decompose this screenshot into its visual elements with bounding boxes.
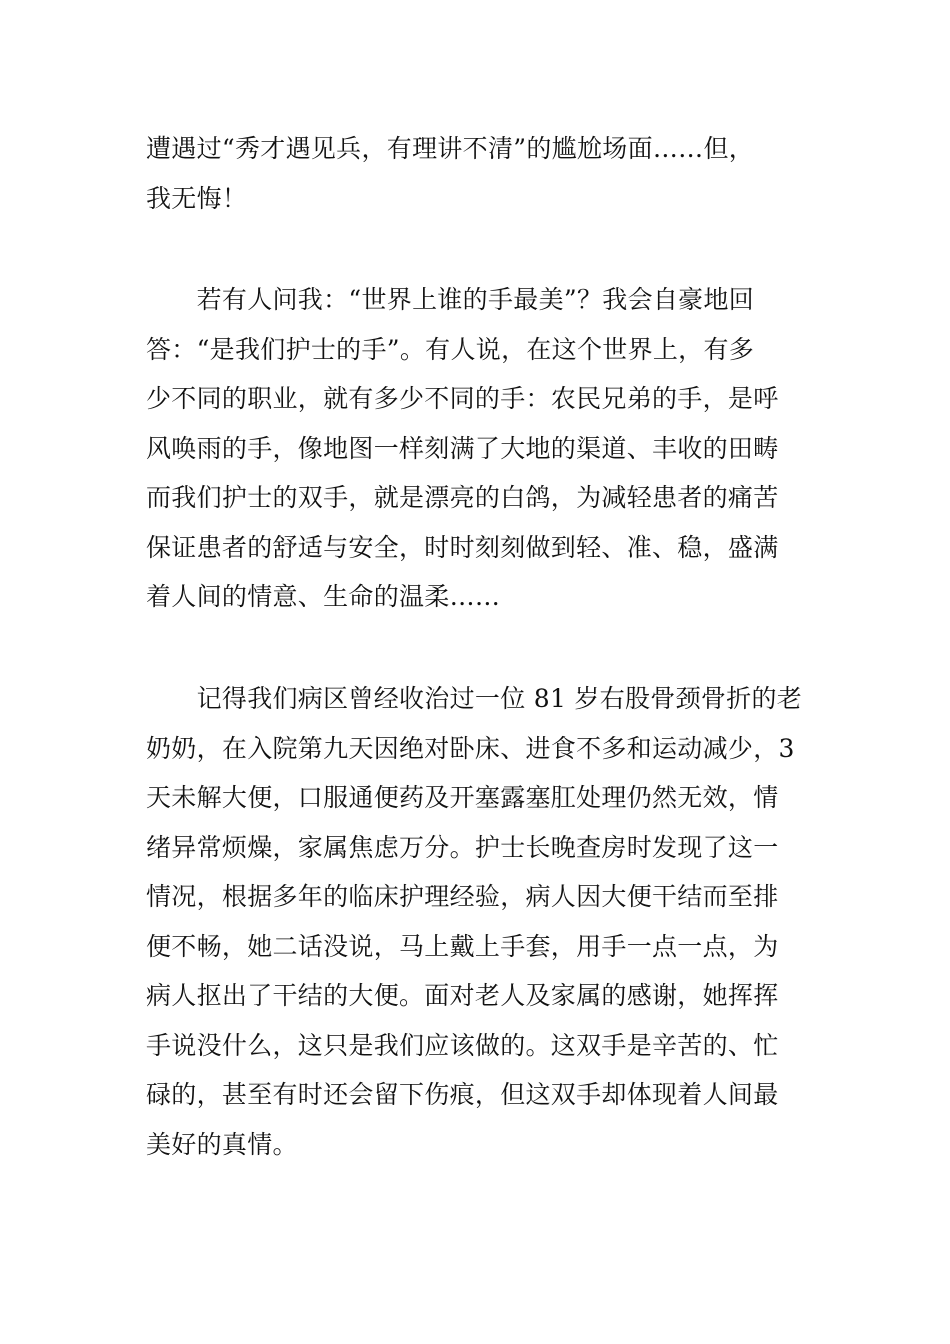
text-line: 病人抠出了干结的大便。面对老人及家属的感谢，她挥挥: [146, 981, 779, 1010]
text-line: 风唤雨的手，像地图一样刻满了大地的渠道、丰收的田畴: [146, 433, 779, 463]
paragraph-1: [146, 124, 811, 223]
text-line: 记得我们病区曾经收治过一位 81 岁右股骨颈骨折的老: [146, 684, 803, 713]
text-line: 碌的，甚至有时还会留下伤痕，但这双手却体现着人间最: [146, 1080, 779, 1109]
paragraph-2: [146, 275, 811, 622]
text-line: 答：“是我们护士的手”。有人说，在这个世界上，有多: [146, 334, 755, 364]
text-line: 我无悔！: [146, 183, 248, 213]
text-line: 而我们护士的双手，就是漂亮的白鸽，为减轻患者的痛苦: [146, 483, 779, 512]
text-line: 美好的真情。: [146, 1129, 298, 1159]
text-line: 天未解大便，口服通便药及开塞露塞肛处理仍然无效，情: [146, 783, 779, 812]
text-line: 保证患者的舒适与安全，时时刻刻做到轻、准、稳，盛满: [146, 532, 779, 562]
text-line: 少不同的职业，就有多少不同的手：农民兄弟的手，是呼: [146, 384, 779, 413]
paragraph-3: [146, 674, 811, 1169]
text-line: 情况，根据多年的临床护理经验，病人因大便干结而至排: [146, 882, 779, 911]
text-line: 若有人问我：“世界上谁的手最美”？我会自豪地回: [146, 285, 755, 314]
text-line: 便不畅，她二话没说，马上戴上手套，用手一点一点，为: [146, 931, 779, 961]
text-line: 着人间的情意、生命的温柔……: [146, 582, 501, 611]
text-line: 绪异常烦燥，家属焦虑万分。护士长晚查房时发现了这一: [146, 832, 779, 862]
text-line: 手说没什么，这只是我们应该做的。这双手是辛苦的、忙: [146, 1030, 779, 1060]
text-line: 遭遇过“秀才遇见兵，有理讲不清”的尴尬场面……但，: [146, 134, 755, 163]
text-line: 奶奶，在入院第九天因绝对卧床、进食不多和运动减少，3: [146, 733, 795, 763]
